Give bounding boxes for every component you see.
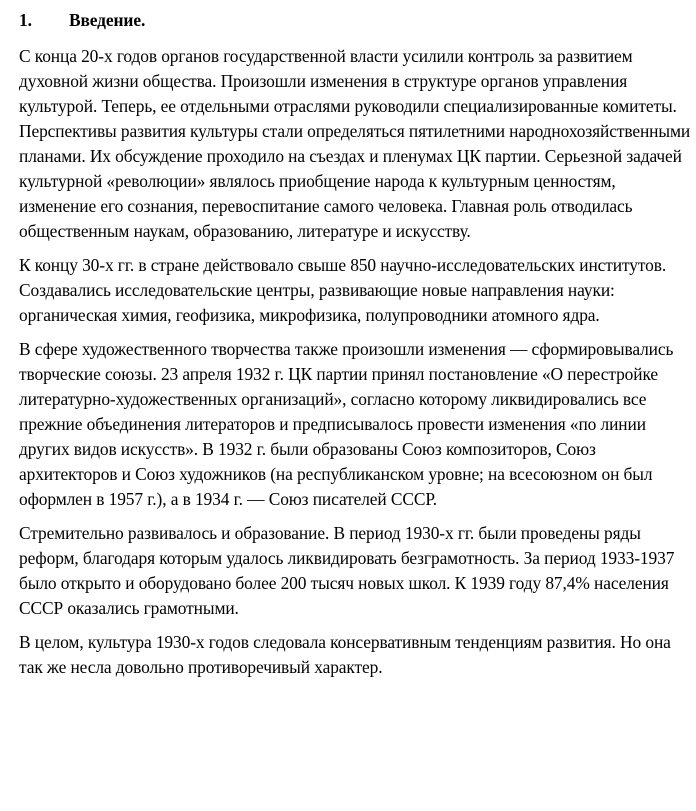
- paragraph-intro: С конца 20-х годов органов государственной власти усилили контроль за развитием духовной жизни общества. Произошли изменения в структуре органов управления культурой. Теперь, ее отдельными отраслями руководили специализированные комитеты. Перспективы развития культуры стали определяться пятилетними народнохозяйственными планами. Их обсуждение проходило на съездах и пленумах ЦК партии. Серьезной задачей культурной «революции» являлось приобщение народа к культурным ценностям, изменение его сознания, перевоспитание самого человека. Главная роль отводилась общественным наукам, образованию, литературе и искусству.: [19, 46, 691, 241]
- section-title: Введение.: [69, 10, 146, 30]
- paragraph-art: В сфере художественного творчества также произошли изменения — сформировывались творческие союзы. 23 апреля 1932 г. ЦК партии принял постановление «О перестройке литературно-художественных организаций», согласно которому ликвидировались все прежние объединения литераторов и предписывалось провести изменения «по линии других видов искусств». В 1932 г. были образованы Союз композиторов, Союз архитекторов и Союз художников (на республиканском уровне; на всесоюзном он был оформлен в 1957 г.), а в 1934 г. — Союз писателей СССР.: [19, 339, 674, 509]
- section-heading: [19, 8, 691, 33]
- section-number: 1.: [19, 10, 32, 30]
- paragraph-education: Стремительно развивалось и образование. В период 1930-х гг. были проведены ряды реформ, благодаря которым удалось ликвидировать безграмотность. За период 1933-1937 было открыто и оборудовано более 200 тысяч новых школ. К 1939 году 87,4% населения СССР оказались грамотными.: [19, 523, 675, 618]
- paragraph-science: К концу 30-х гг. в стране действовало свыше 850 научно-исследовательских институтов. Создавались исследовательские центры, развивающие новые направления науки: органическая химия, геофизика, микрофизика, полупроводники атомного ядра.: [19, 255, 667, 325]
- document-page: [19, 8, 691, 689]
- paragraph-conclusion: В целом, культура 1930-х годов следовала консервативным тенденциям развития. Но она так же несла довольно противоречивый характер.: [19, 632, 671, 677]
